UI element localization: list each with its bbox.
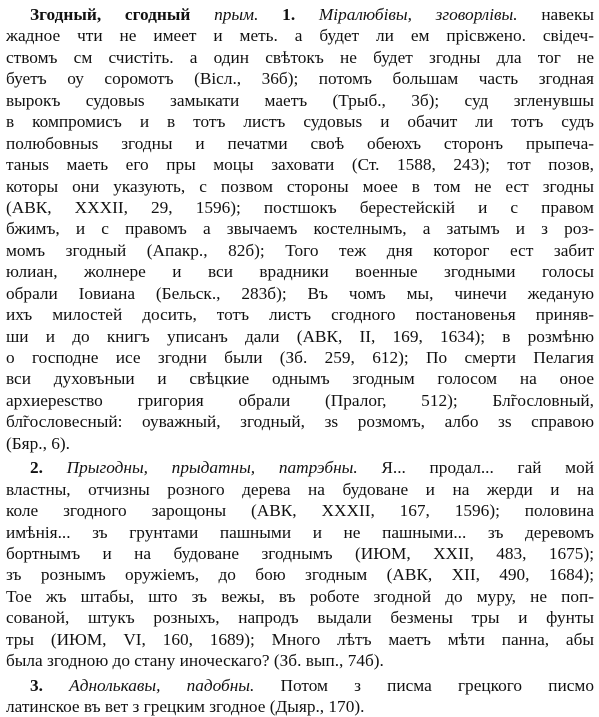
sense-text: Я... продал... гай мой: [381, 458, 594, 478]
text-line: властны, отчизны розного дерева на будоване и на жерди и на: [6, 479, 594, 499]
text-line: бл̃гословесный: оуважный, згодный, зs розмомъ, албо зs справою: [6, 412, 594, 432]
text-line: буетъ оу соромотъ (Віcл., 36б); потомъ большам часть згодная: [6, 69, 594, 89]
text-line: Тое жъ штабы, што зъ вежы, въ роботе згодной до муру, не поп-: [6, 586, 594, 606]
text-line: сованой, штукъ розныхъ, напродъ выдали безмены тры и фунты: [6, 608, 594, 628]
sense-gloss: Прыгодны, прыдатны, патрэбны.: [66, 458, 358, 478]
text-line: таныs маеть его пры моцы заховати (Ст. 1588, 243); тот позов,: [6, 155, 594, 175]
sense-gloss: Аднолькавы, падобны.: [69, 675, 255, 695]
sense-number: 2.: [30, 458, 43, 478]
sense-text: навекы: [541, 5, 594, 24]
text-line: зъ рознымъ оружіемъ, до бою згодным (АВК, XII, 490, 1684);: [6, 565, 594, 585]
text-line: о господне исе згодни были (Зб. 259, 612); По смерти Пелагия: [6, 348, 594, 367]
text-line: вырокъ судовыs замыкати маетъ (Трыб., 3б); суд згленувшы: [6, 90, 594, 110]
sense-number: 1.: [282, 5, 296, 24]
text-line: латинское въ вет з грецким згодное (Дыяр., 170).: [6, 697, 365, 716]
text-line: ихъ милостей досить, тотъ листъ сгодного постановенья приняв-: [6, 305, 594, 325]
sense-text: Потом з писма грецкого писмо: [280, 675, 594, 695]
text-line: в компромисъ и в тотъ листъ судовыs и обачит ли тотъ судъ: [6, 112, 594, 132]
text-line: ши и до книгъ уписанъ дали (АВК, II, 169, 1634); в розмѣню: [6, 326, 594, 346]
text-line: вси духовъныи и свѣцкие однымъ згодным голосом на оное: [6, 369, 594, 389]
headword: Згодный, сгодный: [30, 5, 191, 24]
text-line: ствомъ см счистіть. а один свѣтокъ не будет згодны дла тог не: [6, 47, 594, 67]
part-of-speech: прым.: [214, 5, 259, 24]
text-line: коле згодного зарощоны (АВК, XXXII, 167, 1596); половина: [6, 501, 594, 521]
text-line: имѣнія... зъ грунтами пашными и не пашными... зъ деревомъ: [6, 522, 594, 542]
sense-2-first-line: [6, 457, 594, 478]
text-line: (Бяр., 6).: [6, 433, 70, 453]
text-line: тры (ИЮМ, VI, 160, 1689); Много лѣтъ маетъ мѣти панна, абы: [6, 629, 594, 649]
text-line: момъ згодный (Апакр., 82б); Того теж дня которог ест забит: [6, 240, 594, 260]
text-line: которы они указують, с позвом стороны моее в том не ест згодны: [6, 176, 594, 196]
sense-number: 3.: [30, 675, 43, 695]
text-line: бжимъ, и с правомъ а звычаемъ костелнымъ, а затымъ и з роз-: [6, 219, 594, 239]
text-line: архиереsство григория обрали (Пралог, 512); Бл̃гословный,: [6, 390, 594, 410]
text-line: бортнымъ и на будоване згоднымъ (ИЮМ, XXII, 483, 1675);: [6, 543, 594, 563]
text-line: была згодною до стану иноческаго? (Зб. вып., 74б).: [6, 651, 384, 671]
sense-gloss: Міралюбівы, зговорлівы.: [318, 5, 518, 24]
text-line: (АВК, XXXII, 29, 1596); постшокъ берестейскій и с правом: [6, 197, 594, 217]
dictionary-entry: [6, 4, 594, 716]
text-line: обрали Іовиана (Бельск., 283б); Въ чомъ мы, чинечи жеданую: [6, 283, 594, 303]
text-line: жадное чти не имеет и меть. а будет ли ем прісвжено. свідеч-: [6, 26, 594, 46]
entry-first-line: [6, 4, 594, 25]
text-line: юлиан, жолнере и вси врадники военные згодными голосы: [6, 262, 594, 282]
sense-3-first-line: [6, 675, 594, 696]
text-line: полюбовныs згодны и печатми своѣ обеюхъ сторонъ прыпеча-: [6, 133, 594, 153]
